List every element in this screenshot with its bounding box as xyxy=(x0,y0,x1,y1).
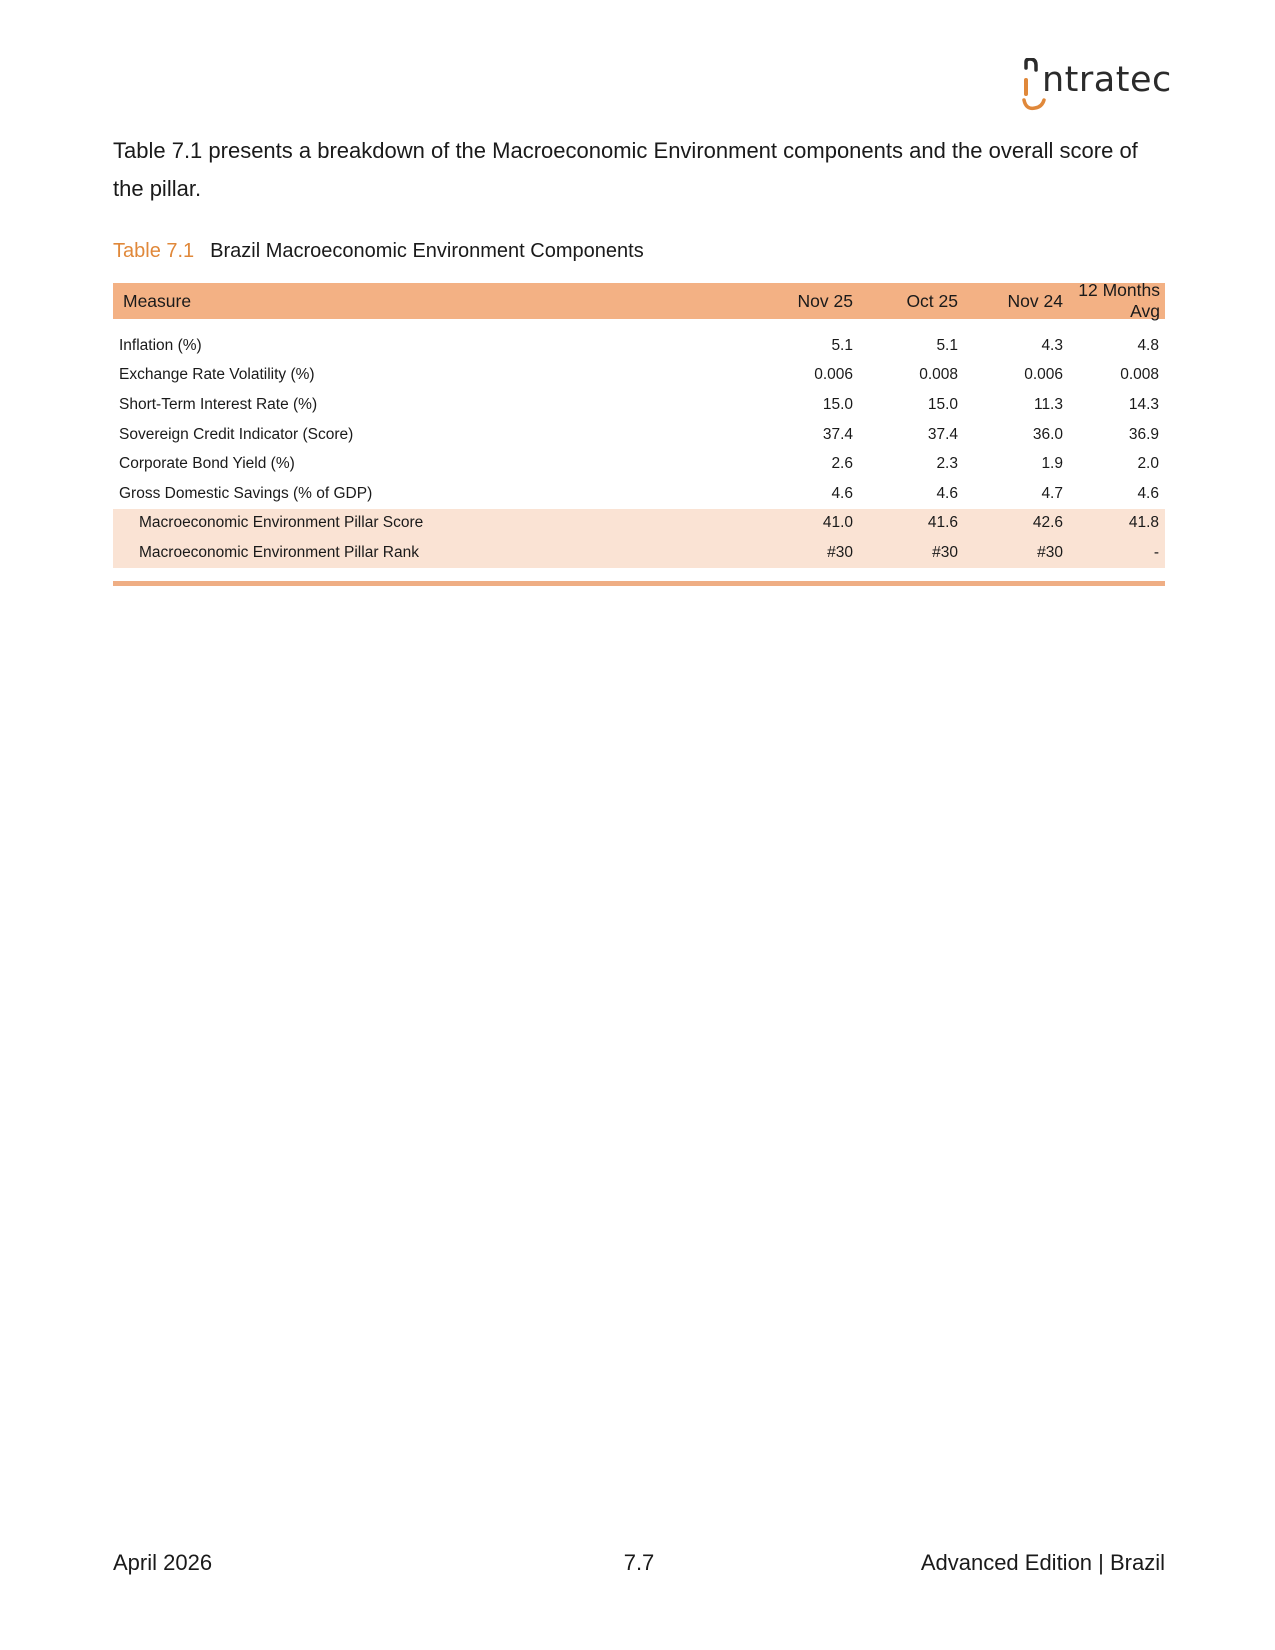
cell-value: 4.6 xyxy=(1137,484,1159,502)
cell-value: 15.0 xyxy=(822,395,853,413)
cell-measure: Inflation (%) xyxy=(119,336,202,354)
cell-value: 37.4 xyxy=(822,425,853,443)
table-row xyxy=(113,449,1165,479)
cell-value: 41.6 xyxy=(927,514,958,532)
cell-value: 42.6 xyxy=(1032,514,1063,532)
header-oct-25: Oct 25 xyxy=(906,290,958,311)
summary-row-rank xyxy=(113,538,1165,568)
cell-value: 4.3 xyxy=(1041,336,1063,354)
header-nov-25: Nov 25 xyxy=(797,290,853,311)
cell-value: 4.8 xyxy=(1137,336,1159,354)
cell-value: 14.3 xyxy=(1128,395,1159,413)
table-row xyxy=(113,331,1165,361)
cell-value: 36.0 xyxy=(1032,425,1063,443)
summary-row-score xyxy=(113,509,1165,539)
table-header-row xyxy=(113,280,1165,321)
cell-value: 37.4 xyxy=(927,425,958,443)
cell-value: 4.7 xyxy=(1041,484,1063,502)
cell-value: 41.8 xyxy=(1128,514,1159,532)
header-measure: Measure xyxy=(123,290,192,311)
table-caption-title: Brazil Macroeconomic Environment Components xyxy=(210,240,644,262)
cell-value: 2.0 xyxy=(1137,455,1159,473)
cell-value: 0.006 xyxy=(814,366,853,384)
table-row xyxy=(113,361,1165,391)
footer-edition: Advanced Edition | Brazil xyxy=(920,1550,1165,1575)
table-bottom-rule xyxy=(113,581,1165,586)
cell-value: 5.1 xyxy=(936,336,958,354)
logo-wordmark: ntratec xyxy=(1042,60,1172,100)
cell-measure: Macroeconomic Environment Pillar Rank xyxy=(139,543,419,561)
table-body xyxy=(113,319,1165,568)
header-nov-24: Nov 24 xyxy=(1007,290,1063,311)
cell-value: 4.6 xyxy=(936,484,958,502)
cell-value: 0.006 xyxy=(1024,366,1063,384)
intro-paragraph: Table 7.1 presents a breakdown of the Macroeconomic Environment components and the overall score of the pillar. xyxy=(113,138,1138,201)
table-row xyxy=(113,390,1165,420)
components-table xyxy=(113,280,1165,586)
cell-measure: Exchange Rate Volatility (%) xyxy=(119,366,315,384)
cell-value: #30 xyxy=(1037,543,1063,561)
cell-value: 1.9 xyxy=(1041,455,1063,473)
cell-value: 15.0 xyxy=(927,395,958,413)
cell-value: #30 xyxy=(932,543,958,561)
cell-measure: Short-Term Interest Rate (%) xyxy=(119,395,318,413)
cell-value: 0.008 xyxy=(919,366,958,384)
cell-measure: Gross Domestic Savings (% of GDP) xyxy=(119,484,373,502)
cell-measure: Sovereign Credit Indicator (Score) xyxy=(119,425,354,443)
page-footer xyxy=(113,1550,1165,1580)
footer-page-number: 7.7 xyxy=(623,1550,655,1575)
cell-measure: Macroeconomic Environment Pillar Score xyxy=(139,514,424,532)
cell-measure: Corporate Bond Yield (%) xyxy=(119,455,295,473)
cell-value: 0.008 xyxy=(1120,366,1159,384)
header-12-months-avg: 12 Months Avg xyxy=(1078,280,1160,321)
table-row xyxy=(113,479,1165,509)
table-caption xyxy=(113,240,644,263)
cell-value: 2.3 xyxy=(936,455,958,473)
cell-value: 2.6 xyxy=(831,455,853,473)
cell-value: - xyxy=(1153,543,1159,561)
cell-value: 36.9 xyxy=(1128,425,1159,443)
cell-value: 5.1 xyxy=(831,336,853,354)
table-row xyxy=(113,420,1165,450)
cell-value: 41.0 xyxy=(822,514,853,532)
cell-value: 11.3 xyxy=(1033,395,1063,413)
intratec-logo xyxy=(1020,56,1170,114)
cell-value: #30 xyxy=(827,543,853,561)
table-caption-label: Table 7.1 xyxy=(113,240,195,262)
cell-value: 4.6 xyxy=(831,484,853,502)
footer-date: April 2026 xyxy=(113,1550,213,1575)
